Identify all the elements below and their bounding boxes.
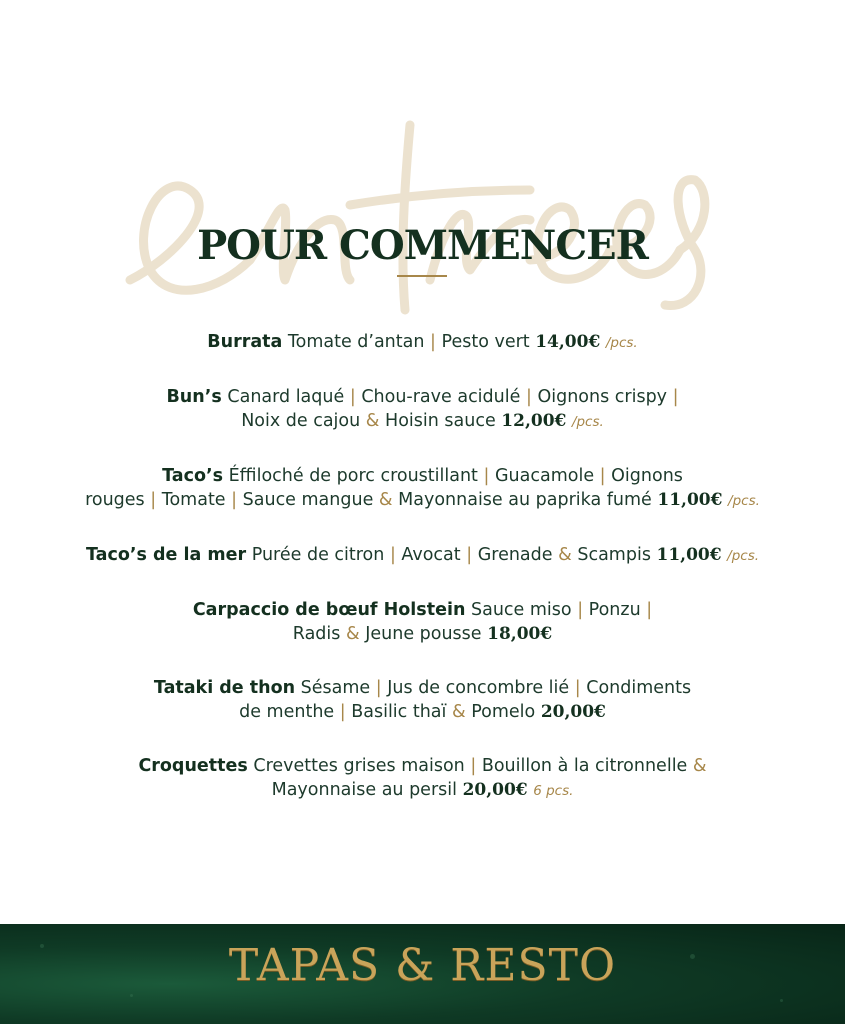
separator: | — [470, 756, 477, 776]
menu-item — [40, 754, 805, 803]
ampersand: & — [378, 490, 393, 510]
menu-item-ingredient: Oignons — [611, 466, 683, 486]
separator: | — [599, 466, 606, 486]
menu-item-unit: /pcs. — [728, 493, 760, 509]
menu-item-ingredient: Avocat — [401, 545, 461, 565]
menu-item-ingredient: Sauce mangue — [242, 490, 374, 510]
footer-brand-title: TAPAS & RESTO — [228, 940, 617, 991]
separator: | — [577, 600, 584, 620]
menu-item-ingredient: Jeune pousse — [365, 624, 482, 644]
ampersand: & — [692, 756, 707, 776]
menu-item-name: Croquettes — [138, 756, 248, 776]
menu-item-ingredient: Basilic thaï — [351, 702, 447, 722]
ampersand: & — [451, 702, 466, 722]
menu-item-ingredient: Crevettes grises maison — [253, 756, 465, 776]
menu-item-ingredient: de menthe — [239, 702, 335, 722]
separator: | — [574, 678, 581, 698]
separator: | — [672, 387, 679, 407]
menu-item-line — [40, 676, 805, 700]
menu-item-ingredient: Pesto vert — [441, 332, 530, 352]
menu-item-ingredient: Tomate — [161, 490, 226, 510]
ampersand: & — [365, 411, 380, 431]
menu-item-ingredient: Pomelo — [471, 702, 536, 722]
menu-item-ingredient: Ponzu — [588, 600, 641, 620]
separator: | — [483, 466, 490, 486]
menu-item-line — [40, 700, 805, 724]
entrees-watermark-art — [110, 110, 710, 330]
menu-item — [40, 330, 805, 355]
separator: | — [150, 490, 157, 510]
menu-item-price: 20,00€ — [462, 780, 528, 800]
menu-item-name: Bun’s — [166, 387, 222, 407]
menu-item-ingredient: Noix de cajou — [241, 411, 361, 431]
menu-item-ingredient: Canard laqué — [227, 387, 345, 407]
menu-item-price: 14,00€ — [535, 332, 601, 352]
menu-item-ingredient: Radis — [292, 624, 341, 644]
menu-item-line — [40, 598, 805, 622]
menu-item — [40, 385, 805, 434]
separator: | — [525, 387, 532, 407]
separator: | — [339, 702, 346, 722]
menu-item-ingredient: Condiments — [586, 678, 692, 698]
menu-item-price: 12,00€ — [501, 411, 567, 431]
menu-item-price: 20,00€ — [540, 702, 606, 722]
menu-item-ingredient: Sauce miso — [471, 600, 572, 620]
title-divider — [397, 275, 447, 277]
menu-item-price: 11,00€ — [656, 545, 722, 565]
menu-item-ingredient: Éffiloché de porc croustillant — [228, 466, 478, 486]
menu-item-ingredient: Sésame — [300, 678, 371, 698]
menu-item-price: 18,00€ — [487, 624, 553, 644]
menu-item-unit: /pcs. — [571, 414, 604, 430]
separator: | — [389, 545, 396, 565]
menu-item-ingredient: Scampis — [577, 545, 651, 565]
menu-item-ingredient: Mayonnaise au paprika fumé — [398, 490, 652, 510]
texture-speck — [780, 999, 783, 1002]
separator: | — [375, 678, 382, 698]
menu-item — [40, 543, 805, 568]
menu-item-line — [40, 464, 805, 488]
menu-item-price: 11,00€ — [657, 490, 723, 510]
menu-item-line — [40, 385, 805, 409]
menu-item-name: Burrata — [207, 332, 283, 352]
menu-item-ingredient: rouges — [85, 490, 145, 510]
menu-item-line — [40, 754, 805, 778]
menu-item-ingredient: Grenade — [477, 545, 553, 565]
menu-item-line — [40, 409, 805, 434]
menu-item — [40, 464, 805, 513]
separator: | — [646, 600, 653, 620]
separator: | — [466, 545, 473, 565]
separator: | — [349, 387, 356, 407]
menu-item-ingredient: Guacamole — [494, 466, 595, 486]
menu-item-line — [40, 488, 805, 513]
menu-item-ingredient: Mayonnaise au persil — [271, 780, 457, 800]
ampersand: & — [345, 624, 360, 644]
texture-speck — [130, 994, 133, 997]
menu-item-unit: 6 pcs. — [533, 783, 574, 799]
ampersand: & — [558, 545, 572, 565]
menu-item-ingredient: Oignons crispy — [537, 387, 668, 407]
menu-item-ingredient: Jus de concombre lié — [387, 678, 570, 698]
menu-item-ingredient: Chou-rave acidulé — [361, 387, 521, 407]
menu-item-ingredient: Tomate d’antan — [287, 332, 425, 352]
menu-item-name: Carpaccio de bœuf Holstein — [192, 600, 466, 620]
menu-item-ingredient: Hoisin sauce — [385, 411, 496, 431]
page-title: POUR COMMENCER — [197, 222, 648, 269]
menu-item-unit: /pcs. — [727, 548, 760, 564]
menu-item-name: Taco’s — [162, 466, 224, 486]
menu-item-name: Taco’s de la mer — [85, 545, 247, 565]
menu-list — [40, 330, 805, 833]
footer-banner — [0, 924, 845, 1024]
menu-item-ingredient: Purée de citron — [251, 545, 385, 565]
separator: | — [430, 332, 436, 352]
menu-item-name: Tataki de thon — [153, 678, 296, 698]
entrees-script-watermark — [110, 110, 710, 330]
menu-item-ingredient: Bouillon à la citronnelle — [481, 756, 688, 776]
separator: | — [231, 490, 238, 510]
menu-item — [40, 598, 805, 646]
menu-item — [40, 676, 805, 724]
menu-item-line — [40, 778, 805, 803]
menu-item-line — [40, 622, 805, 646]
menu-item-unit: /pcs. — [605, 335, 638, 351]
